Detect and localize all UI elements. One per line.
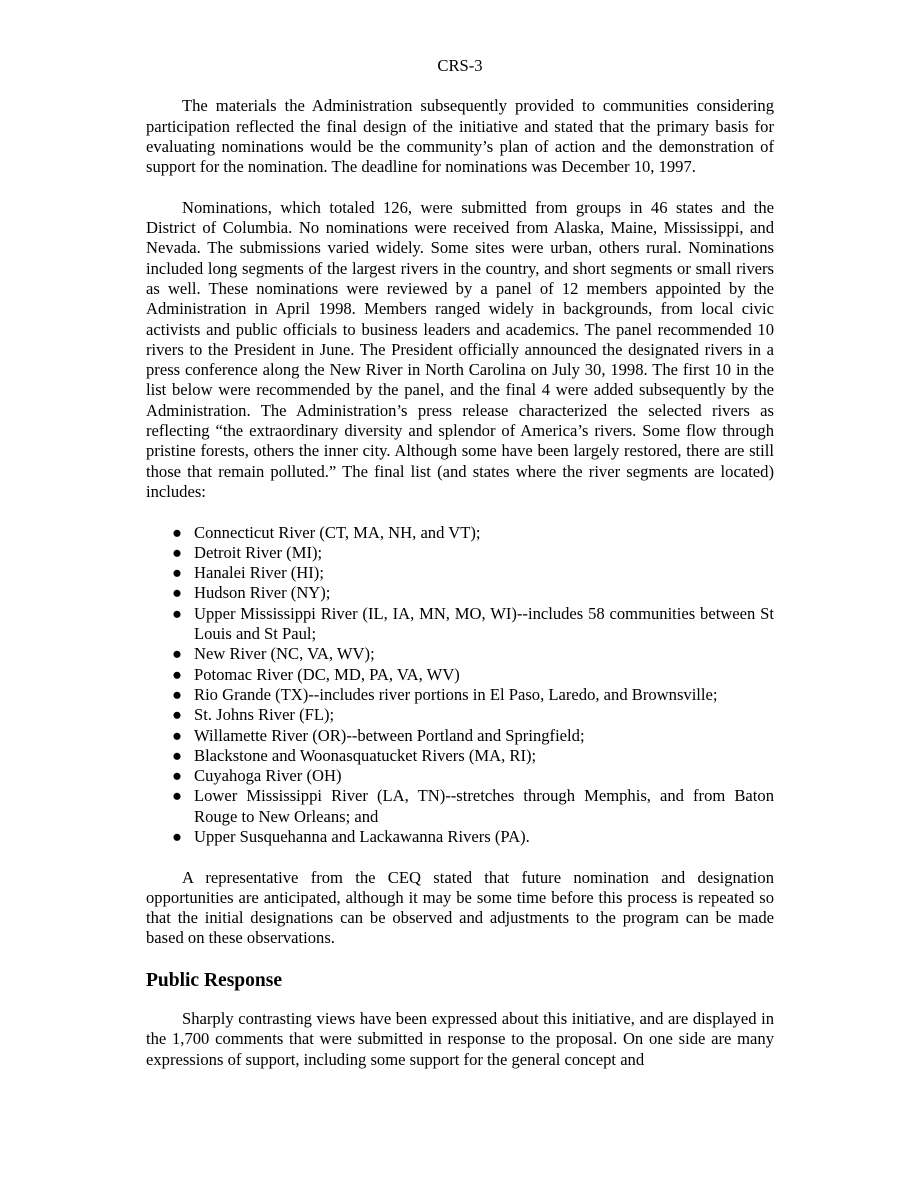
list-item-text: Connecticut River (CT, MA, NH, and VT);	[194, 522, 481, 542]
bullet-icon: ●	[172, 745, 183, 765]
list-item-text: Detroit River (MI);	[194, 542, 323, 562]
list-item-text: New River (NC, VA, WV);	[194, 644, 375, 664]
paragraph-nominations-summary: Nominations, which totaled 126, were submitted from groups in 46 states and the District of Columbia. No nominations were received from Alaska, Maine, Mississippi, and Nevada. The submissions varied widely. Some sites were urban, others rural. Nominations included long segments of the largest rivers in the country, and short segments or small rivers as well. These nominations were reviewed by a panel of 12 members appointed by the Administration in April 1998. Members ranged widely in backgrounds, from local civic activists and public officials to business leaders and academics. The panel recommended 10 rivers to the President in June. The President officially announced the designated rivers in a press conference along the New River in North Carolina on July 30, 1998. The first 10 in the list below were recommended by the panel, and the final 4 were added subsequently by the Administration. The Administration’s press release characterized the selected rivers as reflecting “the extraordinary diversity and splendor of America’s rivers. Some flow through pristine forests, others the inner city. Although some have been largely restored, there are still those that remain polluted.” The final list (and states where the river segments are located) includes:	[146, 197, 774, 501]
list-item	[172, 644, 774, 664]
list-item-text: Lower Mississippi River (LA, TN)--stretches through Memphis, and from Baton Rouge to New Orleans; and	[194, 786, 774, 826]
list-item-text: Cuyahoga River (OH)	[194, 766, 342, 786]
list-item	[172, 766, 774, 786]
list-item-text: Hudson River (NY);	[194, 583, 331, 603]
list-item	[172, 542, 774, 563]
list-item	[172, 684, 774, 705]
bullet-icon: ●	[172, 664, 183, 684]
list-item	[172, 664, 774, 685]
list-item	[172, 705, 774, 725]
list-item-text: Upper Mississippi River (IL, IA, MN, MO, WI)--includes 58 communities between St Louis and St Paul;	[194, 603, 774, 644]
list-item	[172, 583, 774, 603]
paragraph-public-response: Sharply contrasting views have been expressed about this initiative, and are displayed in the 1,700 comments that were submitted in response to the proposal. On one side are many expressions of support, including some support for the general concept and	[146, 1009, 774, 1069]
bullet-icon: ●	[172, 542, 183, 562]
bullet-icon: ●	[172, 705, 183, 725]
bullet-icon: ●	[172, 522, 183, 542]
document-page	[146, 56, 774, 1090]
bullet-icon: ●	[172, 603, 183, 623]
list-item	[172, 563, 774, 583]
list-item-text: Rio Grande (TX)--includes river portions in El Paso, Laredo, and Brownsville;	[194, 684, 718, 704]
bullet-icon: ●	[172, 644, 183, 664]
list-item	[172, 522, 774, 543]
bullet-icon: ●	[172, 766, 183, 786]
list-item-text: St. Johns River (FL);	[194, 705, 335, 725]
bullet-icon: ●	[172, 786, 183, 806]
list-item-text: Hanalei River (HI);	[194, 563, 324, 583]
page-number-header: CRS-3	[437, 56, 483, 75]
designated-rivers-list	[146, 523, 774, 848]
paragraph-ceq-representative: A representative from the CEQ stated that future nomination and designation opportunities are anticipated, although it may be some time before this process is repeated so that the initial designations can be observed and adjustments to the program can be made based on these observations.	[146, 867, 774, 948]
list-item-text: Potomac River (DC, MD, PA, VA, WV)	[194, 664, 460, 684]
bullet-icon: ●	[172, 826, 183, 846]
list-item	[172, 745, 774, 766]
section-heading-public-response: Public Response	[146, 970, 282, 992]
list-item	[172, 786, 774, 827]
bullet-icon: ●	[172, 684, 183, 704]
list-item-text: Blackstone and Woonasquatucket Rivers (MA, RI);	[194, 745, 537, 765]
list-item	[172, 603, 774, 645]
bullet-icon: ●	[172, 583, 183, 603]
bullet-icon: ●	[172, 563, 183, 583]
list-item	[172, 725, 774, 746]
bullet-icon: ●	[172, 725, 183, 745]
list-item	[172, 826, 774, 847]
list-item-text: Willamette River (OR)--between Portland and Springfield;	[194, 725, 585, 745]
paragraph-nomination-materials: The materials the Administration subsequently provided to communities considering participation reflected the final design of the initiative and stated that the primary basis for evaluating nominations would be the community’s plan of action and the demonstration of support for the nomination. The deadline for nominations was December 10, 1997.	[146, 96, 774, 177]
list-item-text: Upper Susquehanna and Lackawanna Rivers (PA).	[194, 826, 530, 846]
